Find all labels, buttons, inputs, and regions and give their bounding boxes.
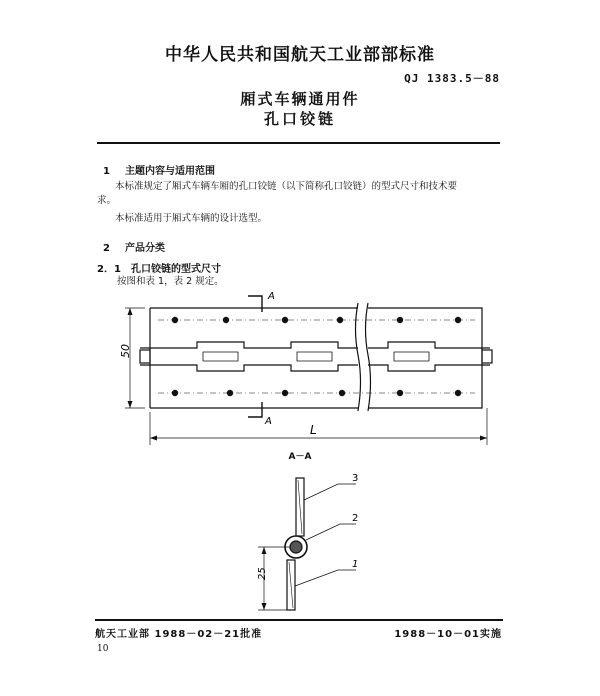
callout-2-label: 2 xyxy=(352,513,359,524)
dim-25-arrow-bottom xyxy=(262,603,267,610)
page-number: 10 xyxy=(97,644,109,654)
document-title-line2: 孔口铰链 xyxy=(263,110,336,128)
section-2-1-number: 2．1 xyxy=(97,264,121,275)
section-1-number: 1 xyxy=(103,166,110,177)
section-marker-top: A xyxy=(268,291,275,302)
hinge-pin xyxy=(290,541,302,553)
section-1-title: 主题内容与适用范围 xyxy=(125,166,215,177)
section-2-1-paragraph: 按图和表 1，表 2 规定。 xyxy=(117,276,224,287)
callout-3-leader xyxy=(304,484,356,500)
footer-rule xyxy=(95,619,503,621)
effective-date: 1988－10－01实施 xyxy=(394,629,502,640)
dimension-50-label: 50 xyxy=(119,344,132,358)
section-view-caption: A－A xyxy=(288,452,312,462)
document-title-line1: 厢式车辆通用件 xyxy=(240,90,360,108)
callout-2-leader xyxy=(306,524,356,540)
section-2-number: 2 xyxy=(103,243,110,254)
section-1-paragraph-1: 本标准规定了厢式车辆车厢的孔口铰链（以下简称孔口铰链）的型式尺寸和技术要 xyxy=(115,181,458,192)
section-2-title: 产品分类 xyxy=(125,243,165,254)
callout-1-label: 1 xyxy=(352,559,359,570)
standard-number: QJ 1383.5－88 xyxy=(404,72,500,85)
section-1-paragraph-1-continued: 求。 xyxy=(97,195,117,206)
section-1-paragraph-2: 本标准适用于厢式车辆的设计选型。 xyxy=(115,213,268,224)
callout-1-leader xyxy=(295,570,356,586)
dim-25-arrow-top xyxy=(262,547,267,554)
section-marker-bottom: A xyxy=(265,416,272,427)
section-2-1-title: 孔口铰链的型式尺寸 xyxy=(131,264,221,275)
dimension-l-label: L xyxy=(310,423,317,437)
issuing-agency: 中华人民共和国航天工业部部标准 xyxy=(165,45,435,65)
callout-3-label: 3 xyxy=(352,473,359,484)
dimension-25-label: 25 xyxy=(257,567,268,580)
approval-date: 航天工业部 1988－02－21批准 xyxy=(95,629,263,640)
